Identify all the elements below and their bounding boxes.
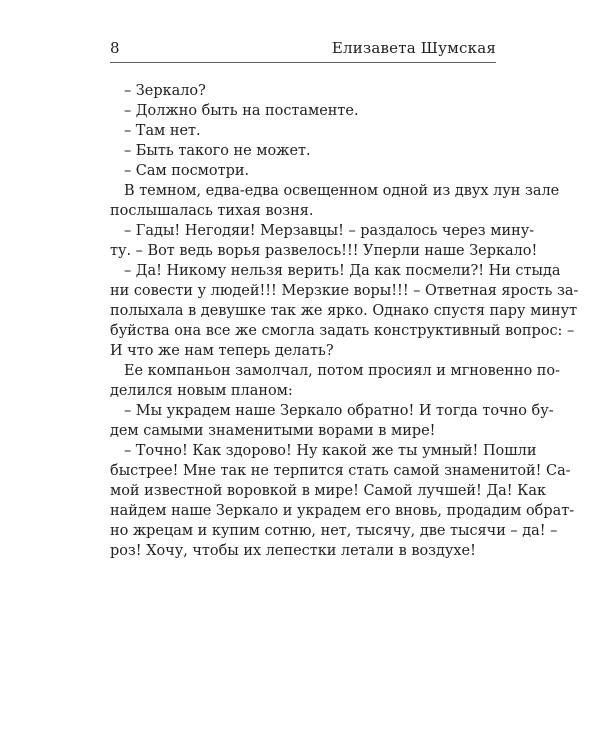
text-line: В темном, едва-едва освещенном одной из двух лун зале bbox=[124, 183, 560, 199]
text-line: – Зеркало? bbox=[124, 83, 206, 99]
text-line: – Сам посмотри. bbox=[124, 163, 250, 179]
text-line: мой известной воровкой в мире! Самой лучшей! Да! Как bbox=[110, 483, 546, 499]
text-line: ни совести у людей!!! Мерзкие воры!!! – Ответная ярость за- bbox=[110, 283, 579, 299]
text-line: – Должно быть на постаменте. bbox=[124, 103, 359, 119]
text-line: – Точно! Как здорово! Ну какой же ты умный! Пошли bbox=[124, 443, 537, 459]
text-line: И что же нам теперь делать? bbox=[110, 343, 334, 359]
text-line: послышалась тихая возня. bbox=[110, 203, 314, 219]
body-text bbox=[110, 81, 579, 561]
page-number: 8 bbox=[110, 39, 120, 57]
text-line: ту. – Вот ведь ворья развелось!!! Уперли наше Зеркало! bbox=[110, 243, 538, 259]
text-line: роз! Хочу, чтобы их лепестки летали в воздухе! bbox=[110, 543, 476, 559]
text-line: – Мы украдем наше Зеркало обратно! И тогда точно бу- bbox=[124, 403, 554, 419]
text-line: найдем наше Зеркало и украдем его вновь, продадим обрат- bbox=[110, 503, 575, 519]
text-line: дем самыми знаменитыми ворами в мире! bbox=[110, 423, 436, 439]
text-line: – Да! Никому нельзя верить! Да как посмели?! Ни стыда bbox=[124, 263, 561, 279]
page-header bbox=[110, 38, 496, 63]
text-line: буйства она все же смогла задать конструктивный вопрос: – bbox=[110, 323, 575, 339]
text-line: делился новым планом: bbox=[110, 383, 293, 399]
running-head: Елизавета Шумская bbox=[331, 39, 496, 57]
text-line: – Там нет. bbox=[124, 123, 201, 139]
text-line: – Гады! Негодяи! Мерзавцы! – раздалось через мину- bbox=[124, 223, 535, 239]
text-line: – Быть такого не может. bbox=[124, 143, 311, 159]
text-line: быстрее! Мне так не терпится стать самой знаменитой! Са- bbox=[110, 463, 571, 479]
text-line: Ее компаньон замолчал, потом просиял и мгновенно по- bbox=[124, 363, 560, 379]
text-line: полыхала в девушке так же ярко. Однако спустя пару минут bbox=[110, 303, 578, 319]
text-line: но жрецам и купим сотню, нет, тысячу, две тысячи – да! – bbox=[110, 523, 558, 539]
